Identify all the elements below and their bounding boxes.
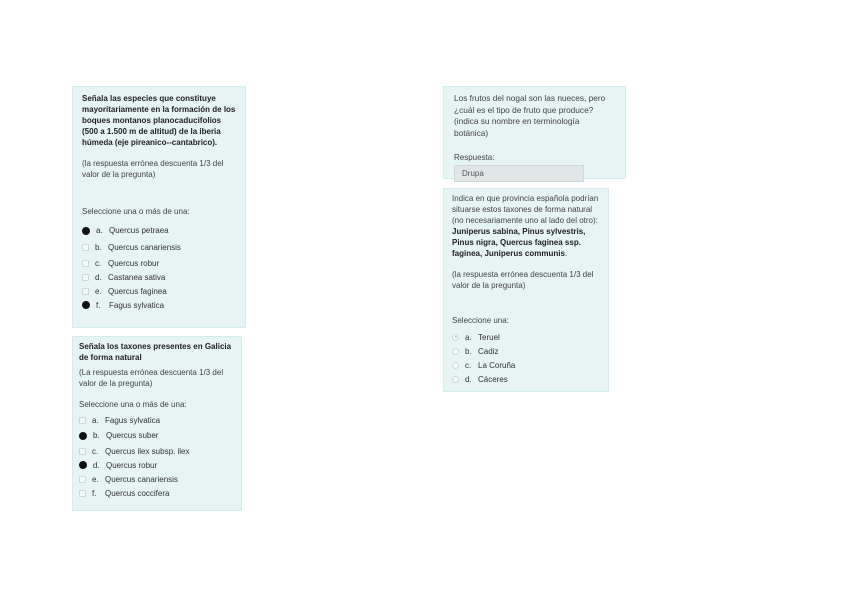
question-note: (la respuesta errónea descuenta 1/3 del valor de la pregunta) xyxy=(452,270,594,290)
checkbox[interactable] xyxy=(82,244,89,251)
option-label: Quercus robur xyxy=(106,460,158,470)
question-card-3 xyxy=(443,86,626,179)
option-b[interactable] xyxy=(452,344,600,358)
option-e[interactable] xyxy=(82,284,236,298)
checkbox[interactable] xyxy=(79,417,86,424)
option-c[interactable] xyxy=(452,358,600,372)
option-label: Quercus suber xyxy=(106,431,159,440)
option-label: Quercus petraea xyxy=(109,226,169,235)
radio-button[interactable] xyxy=(452,348,459,355)
option-a[interactable] xyxy=(452,330,600,344)
option-letter: c. xyxy=(92,446,99,456)
option-label: Quercus ilex subsp. ilex xyxy=(105,446,190,456)
option-label: Quercus canariensis xyxy=(108,243,181,252)
option-f[interactable] xyxy=(79,486,234,500)
option-letter: b. xyxy=(93,431,100,440)
option-letter: f. xyxy=(96,300,101,310)
checkbox[interactable] xyxy=(82,301,90,309)
option-label: Teruel xyxy=(478,332,500,342)
question-card-1 xyxy=(72,86,246,328)
option-label: La Coruña xyxy=(478,360,516,370)
option-letter: e. xyxy=(92,474,99,484)
option-d[interactable] xyxy=(79,458,234,472)
checkbox[interactable] xyxy=(79,448,86,455)
question-note: (la respuesta errónea descuenta 1/3 del valor de la pregunta) xyxy=(82,159,224,179)
checkbox[interactable] xyxy=(79,461,87,469)
option-label: Quercus coccifera xyxy=(105,488,170,498)
option-letter: a. xyxy=(96,226,103,235)
answer-label: Respuesta: xyxy=(454,153,495,162)
checkbox[interactable] xyxy=(82,260,89,267)
option-c[interactable] xyxy=(79,444,234,458)
question-text: Señala las especies que constituye mayoritariamente en la formación de los boques montanos planocaducifolios (500 a 1.500 m de altitud) de la iberia húmeda (eje pireanico--cantabrico). xyxy=(82,94,236,147)
checkbox[interactable] xyxy=(82,274,89,281)
question-note: (La respuesta errónea descuenta 1/3 del valor de la pregunta) xyxy=(79,368,224,388)
option-label: Cáceres xyxy=(478,374,508,384)
question-intro: Indica en que provincia española podrían situarse estos taxones de forma natural (no necesariamente uno al lado del otro): xyxy=(452,194,599,225)
option-b[interactable] xyxy=(79,427,234,444)
option-letter: f. xyxy=(92,488,97,498)
option-letter: a. xyxy=(92,415,99,425)
option-letter: b. xyxy=(95,243,102,252)
option-label: Fagus sylvatica xyxy=(109,300,165,310)
option-label: Cadiz xyxy=(478,346,499,356)
option-letter: b. xyxy=(465,346,472,356)
option-label: Fagus sylvatica xyxy=(105,415,161,425)
option-label: Castanea sativa xyxy=(108,272,166,282)
option-letter: e. xyxy=(95,286,102,296)
select-prompt: Seleccione una: xyxy=(452,316,509,325)
radio-button[interactable] xyxy=(452,334,459,341)
answer-input[interactable]: Drupa xyxy=(454,165,584,182)
question-card-4 xyxy=(443,188,609,392)
select-prompt: Seleccione una o más de una: xyxy=(82,207,190,216)
question-text: Los frutos del nogal son las nueces, pero ¿cuál es el tipo de fruto que produce? (indica su nombre en terminología botánica) xyxy=(454,93,606,138)
question-text xyxy=(452,193,600,259)
option-d[interactable] xyxy=(82,270,236,284)
checkbox[interactable] xyxy=(79,490,86,497)
option-label: Quercus canariensis xyxy=(105,474,178,484)
select-prompt: Seleccione una o más de una: xyxy=(79,400,187,409)
question-period: . xyxy=(564,249,568,258)
option-letter: d. xyxy=(95,272,102,282)
option-a[interactable] xyxy=(79,413,234,427)
option-b[interactable] xyxy=(82,239,236,256)
radio-button[interactable] xyxy=(452,376,459,383)
option-f[interactable] xyxy=(82,298,236,312)
checkbox[interactable] xyxy=(79,432,87,440)
question-card-2 xyxy=(72,336,242,511)
option-label: Quercus faginea xyxy=(108,286,167,296)
options-list xyxy=(82,222,236,312)
checkbox[interactable] xyxy=(79,476,86,483)
option-d[interactable] xyxy=(452,372,600,386)
question-text: Señala los taxones presentes en Galicia de forma natural xyxy=(79,342,232,362)
option-letter: a. xyxy=(465,332,472,342)
checkbox[interactable] xyxy=(82,288,89,295)
taxa-list: Juniperus sabina, Pinus sylvestris, Pinus nigra, Quercus faginea ssp. faginea, Juniperus communis xyxy=(452,227,586,258)
option-c[interactable] xyxy=(82,256,236,270)
option-a[interactable] xyxy=(82,222,236,239)
options-list xyxy=(79,413,234,500)
options-list xyxy=(452,330,600,386)
option-letter: d. xyxy=(93,460,100,470)
checkbox[interactable] xyxy=(82,227,90,235)
option-letter: c. xyxy=(95,258,102,268)
option-letter: d. xyxy=(465,374,472,384)
option-label: Quercus robur xyxy=(108,258,160,268)
option-e[interactable] xyxy=(79,472,234,486)
radio-button[interactable] xyxy=(452,362,459,369)
option-letter: c. xyxy=(465,360,472,370)
